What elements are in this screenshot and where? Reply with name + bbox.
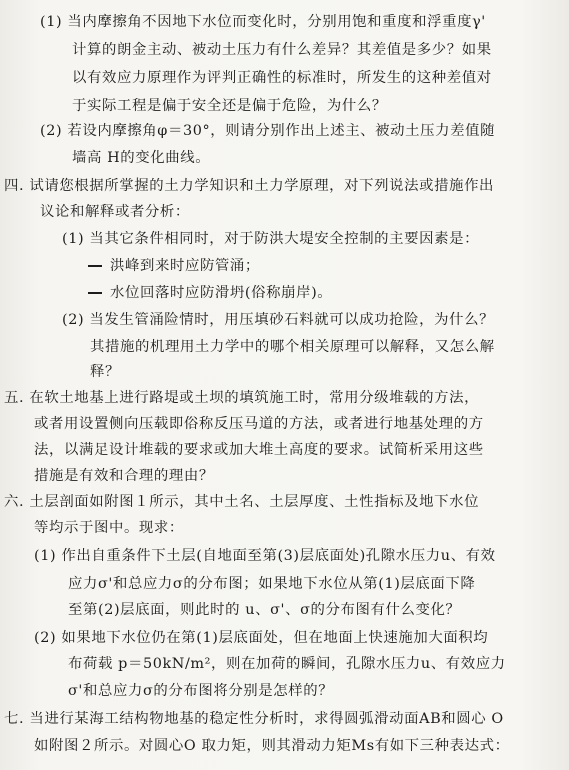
text-line: 墙高 H的变化曲线。: [72, 150, 211, 166]
text-line: 水位回落时应防滑坍(俗称崩岸)。: [110, 285, 333, 301]
text-line: 至第(2)层底面，则此时的 u、σ'、σ的分布图有什么变化？: [68, 602, 461, 618]
text-line: 四. 试请您根据所掌握的土力学知识和土力学原理，对下列说法或措施作出: [4, 178, 495, 194]
text-line: 五. 在软土地基上进行路堤或土坝的填筑施工时，常用分级堆载的方法，: [4, 390, 480, 406]
bullet-line: [88, 256, 260, 276]
text-line: 计算的朗金主动、被动土压力有什么差异？其差值是多少？如果: [72, 42, 492, 58]
text-line: 以有效应力原理作为评判正确性的标准时，所发生的这种差值对: [72, 70, 492, 86]
text-line: 其措施的机理用土力学中的哪个相关原理可以解释，又怎么解: [90, 339, 495, 355]
text-line: (1) 作出自重条件下土层(自地面至第(3)层底面处)孔隙水压力u、有效: [34, 548, 496, 564]
text-line: 布荷载 p＝50kN/m²，则在加荷的瞬间，孔隙水压力u、有效应力: [68, 656, 506, 672]
text-line: 七. 当进行某海工结构物地基的稳定性分析时，求得圆弧滑动面AB和圆心 O: [4, 711, 504, 727]
text-line: 议论和解释或者分析：: [40, 204, 190, 220]
text-line: 或者用设置侧向压载即俗称反压马道的方法，或者进行地基处理的方: [34, 416, 484, 432]
text-line: 如附图２所示。对圆心O 取力矩，则其滑动力矩Ms有如下三种表达式：: [34, 738, 510, 754]
dash-mark: [88, 292, 102, 293]
text-line: 措施是有效和合理的理由？: [34, 468, 214, 484]
text-line: 等均示于图中。现求：: [34, 520, 184, 536]
text-line: 于实际工程是偏于安全还是偏于危险，为什么？: [72, 98, 387, 114]
text-line: 法，以满足设计堆载的要求或加大堆土高度的要求。试简析采用这些: [34, 442, 484, 458]
text-line: σ'和总应力σ的分布图将分别是怎样的？: [68, 683, 334, 699]
bullet-line: [88, 283, 332, 303]
text-line: (1) 当内摩擦角不因地下水位而变化时，分别用饱和重度和浮重度γ': [40, 14, 486, 30]
text-line: 释？: [90, 364, 120, 380]
text-line: (2) 如果地下水位仍在第(1)层底面处，但在地面上快速施加大面积均: [34, 630, 489, 646]
text-line: 应力σ'和总应力σ的分布图；如果地下水位从第(1)层底面下降: [68, 576, 476, 592]
text-line: (2) 当发生管涌险情时，用压填砂石料就可以成功抢险，为什么？: [62, 312, 495, 328]
text-line: (1) 当其它条件相同时，对于防洪大堤安全控制的主要因素是：: [62, 231, 480, 247]
text-line: 洪峰到来时应防管涌；: [110, 258, 260, 274]
text-line: (2) 若设内摩擦角φ＝30°，则请分别作出上述主、被动土压力差值随: [40, 123, 496, 139]
dash-mark: [88, 265, 102, 266]
text-line: 六. 土层剖面如附图１所示，其中土名、土层厚度、土性指标及地下水位: [4, 494, 480, 510]
